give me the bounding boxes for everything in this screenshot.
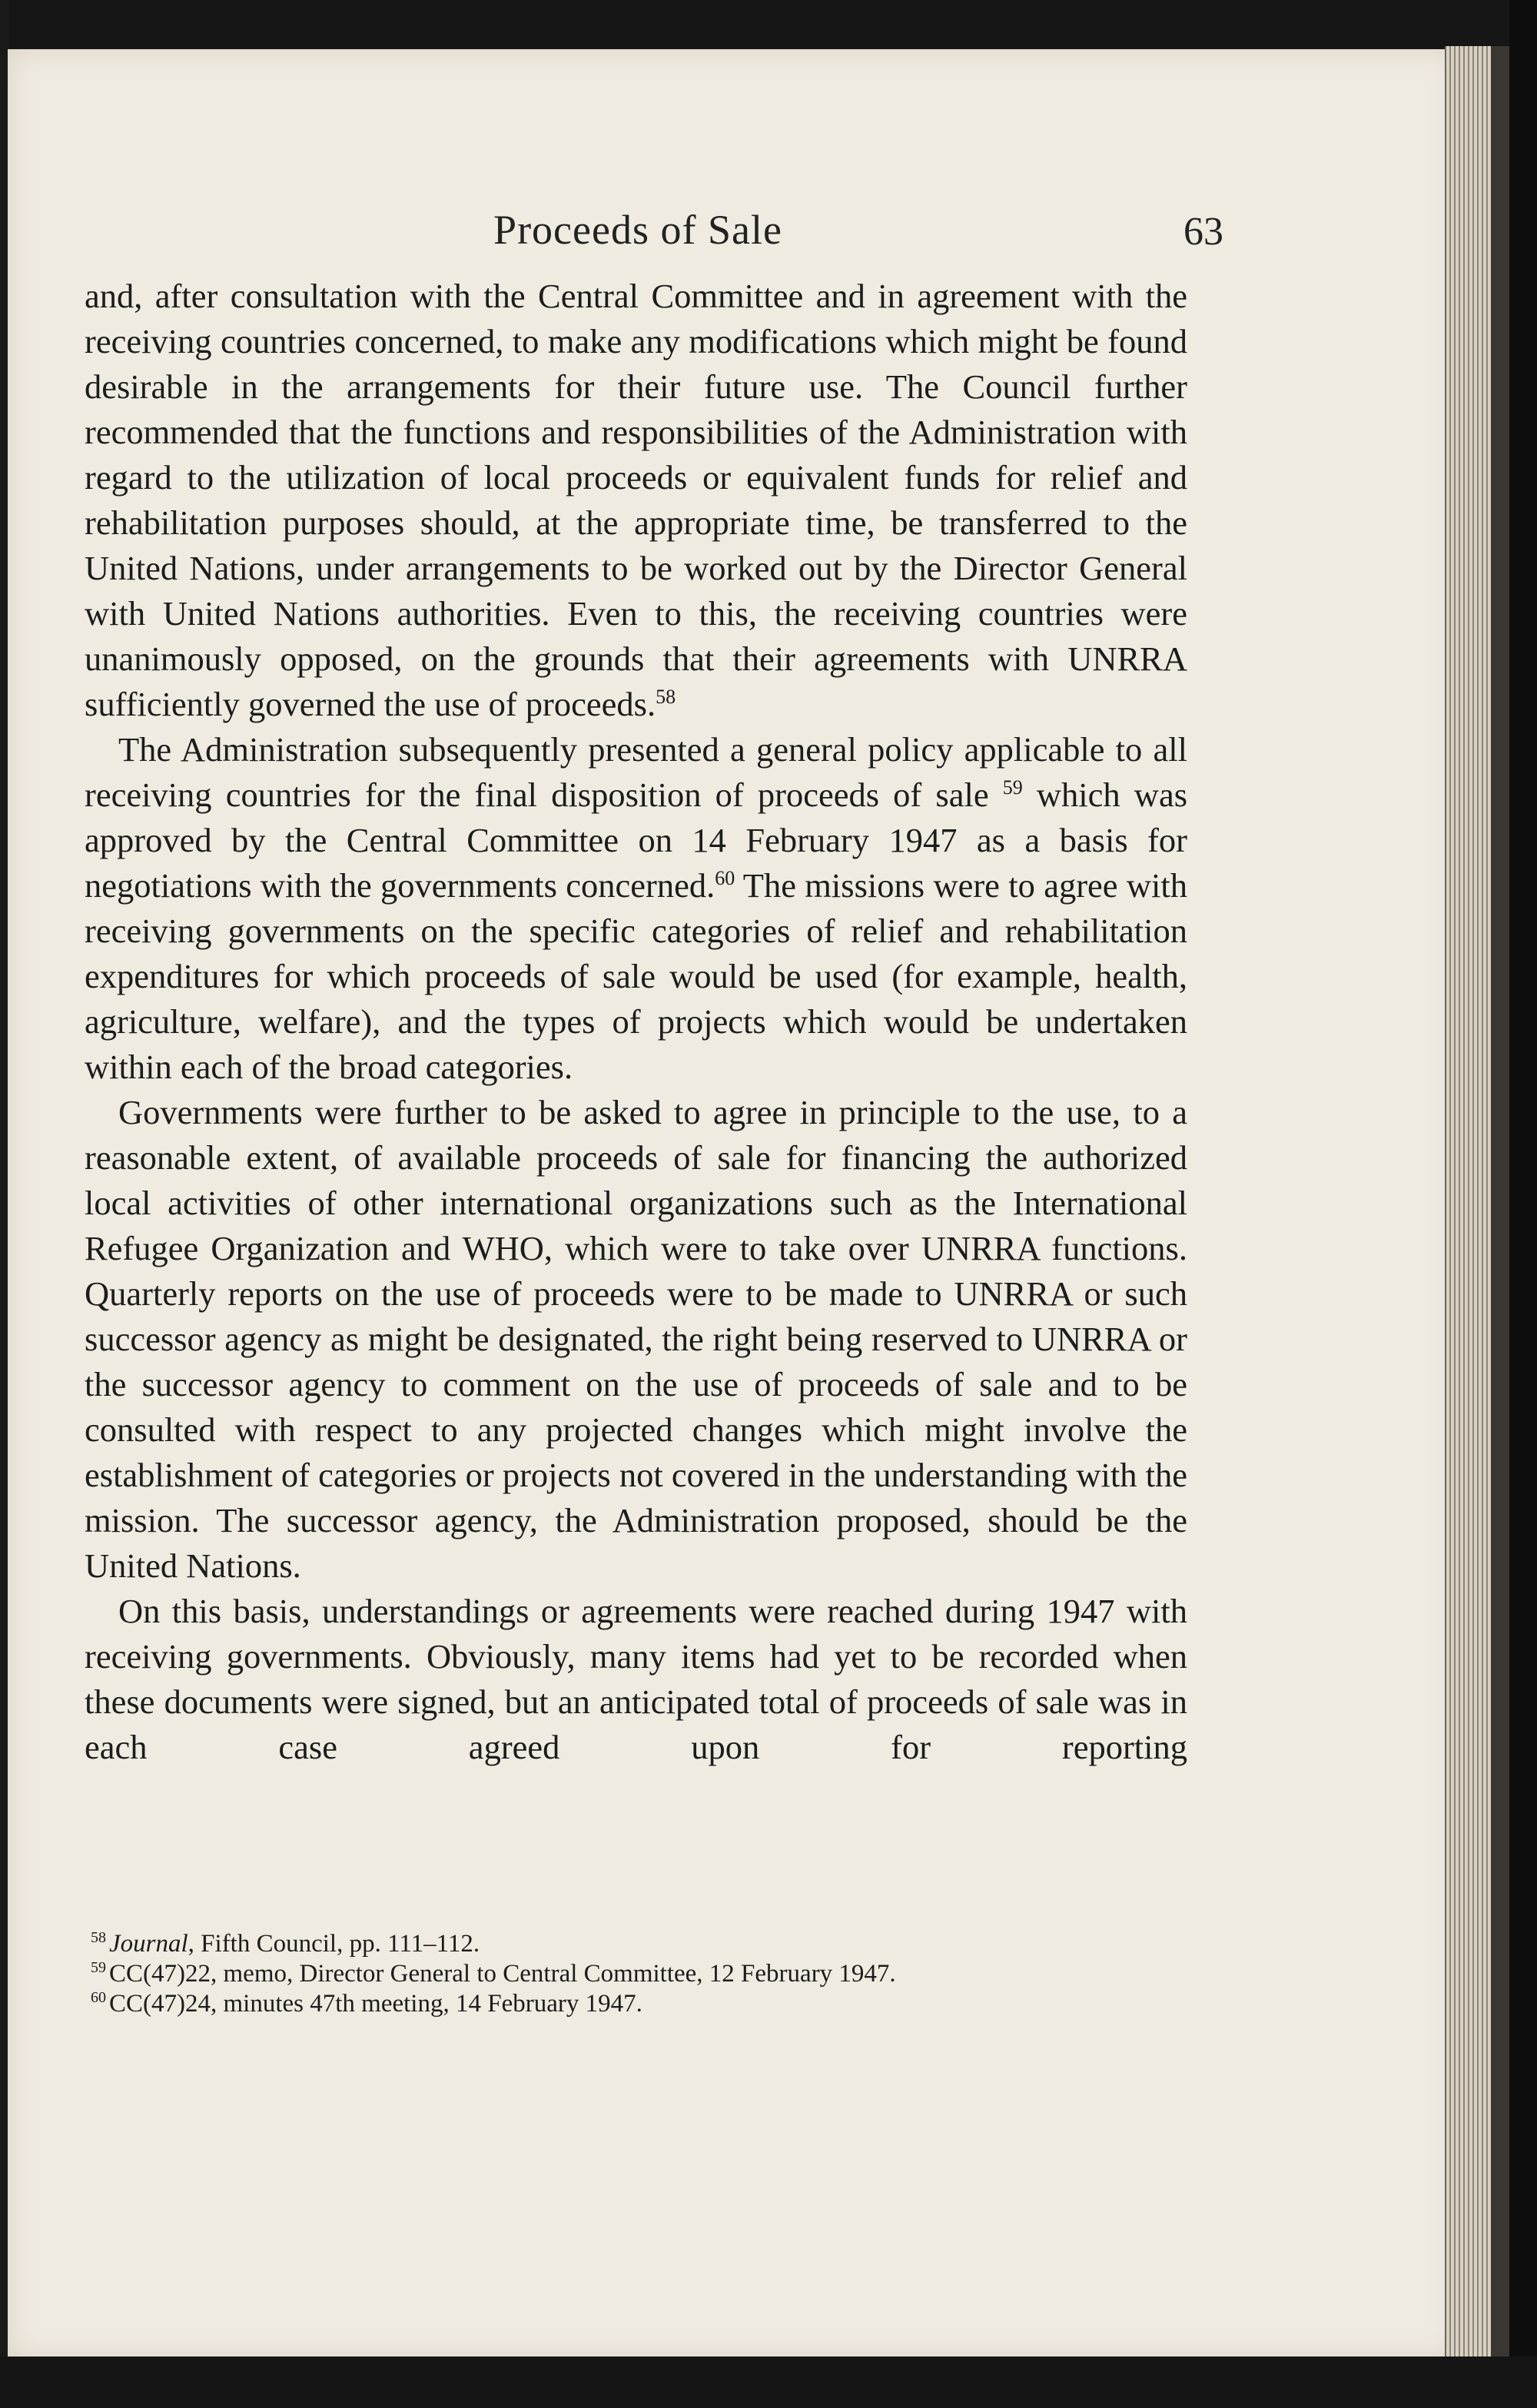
paragraph-3: Governments were further to be asked to agree in principle to the use, to a reasonable extent, of available proceeds of sale for financing the authorized local activities of other international organizations such as the International Refugee Organization and WHO, which were to take over UNRRA functions. Quarterly reports on the use of proceeds were to be made to UNRRA or such successor agency as might be designated, the right being reserved to UNRRA or the successor agency to comment on the use of proceeds of sale and to be consulted with respect to any projected changes which might involve the establishment of categories or projects not covered in the understanding with the mission. The successor agency, the Administration proposed, should be the United Nations. [85,1093,1187,1585]
footnotes [91,1929,1190,2019]
book-cover-edge [1491,46,1509,2360]
footnote-mark: 60 [91,1989,106,2006]
paragraph-2-text-b: which was approved by the Central Committee on 14 February 1947 as a basis for negotiations with the governments concerned. [85,776,1188,905]
paragraph-2-text-c: The missions were to agree with receiving governments on the specific categories of relief and rehabilitation expenditures for which proceeds of sale would be used (for example, health, agriculture, welfare), and the types of projects which would be undertaken within each of the broad categories. [85,866,1187,1086]
footnote-text: CC(47)22, memo, Director General to Central Committee, 12 February 1947. [109,1960,896,1988]
page-edges [1445,46,1492,2360]
footnote-ref-59: 59 [1002,776,1023,799]
footnote-ref-58: 58 [656,686,676,709]
scanner-background-bottom [0,2357,1537,2408]
body-text [85,274,1187,1770]
footnote-mark: 58 [91,1929,106,1946]
paragraph-4: On this basis, understandings or agreements were reached during 1947 with receiving governments. Obviously, many items had yet to be recorded when these documents were signed, but an anticipated total of proceeds of sale was in each case agreed upon for reporting [85,1592,1187,1766]
footnote [91,1929,1190,1959]
paragraph-2 [85,727,1187,1090]
footnote [91,1989,1190,2019]
footnote-text: , Fifth Council, pp. 111–112. [188,1930,480,1958]
footnote-italic: Journal [109,1930,188,1958]
footnote-ref-60: 60 [715,867,735,890]
paragraph-1-text: and, after consultation with the Central Committee and in agreement with the receiving countries concerned, to make any modifications which might be found desirable in the arrangements for their future use. The Council further recommended that the functions and responsibilities of the Administration with regard to the utilization of local proceeds or equivalent funds for relief and rehabilitation purposes should, at the appropriate time, be transferred to the United Nations, under arrangements to be worked out by the Director General with United Nations authorities. Even to this, the receiving countries were unanimously opposed, on the grounds that their agreements with UNRRA sufficiently governed the use of proceeds. [85,277,1187,723]
paragraph-2-text-a: The Administration subsequently presented a general policy applicable to all receiving countries for the final disposition of proceeds of sale [85,730,1187,814]
scanner-background-right [1509,0,1537,2408]
footnote [91,1959,1190,1989]
footnote-text: CC(47)24, minutes 47th meeting, 14 February 1947. [109,1990,642,2018]
scanner-background-top [0,0,1537,51]
footnote-mark: 59 [91,1959,106,1976]
running-head: Proceeds of Sale [493,207,782,253]
page-number: 63 [1183,210,1223,254]
paragraph-1 [85,274,1187,727]
